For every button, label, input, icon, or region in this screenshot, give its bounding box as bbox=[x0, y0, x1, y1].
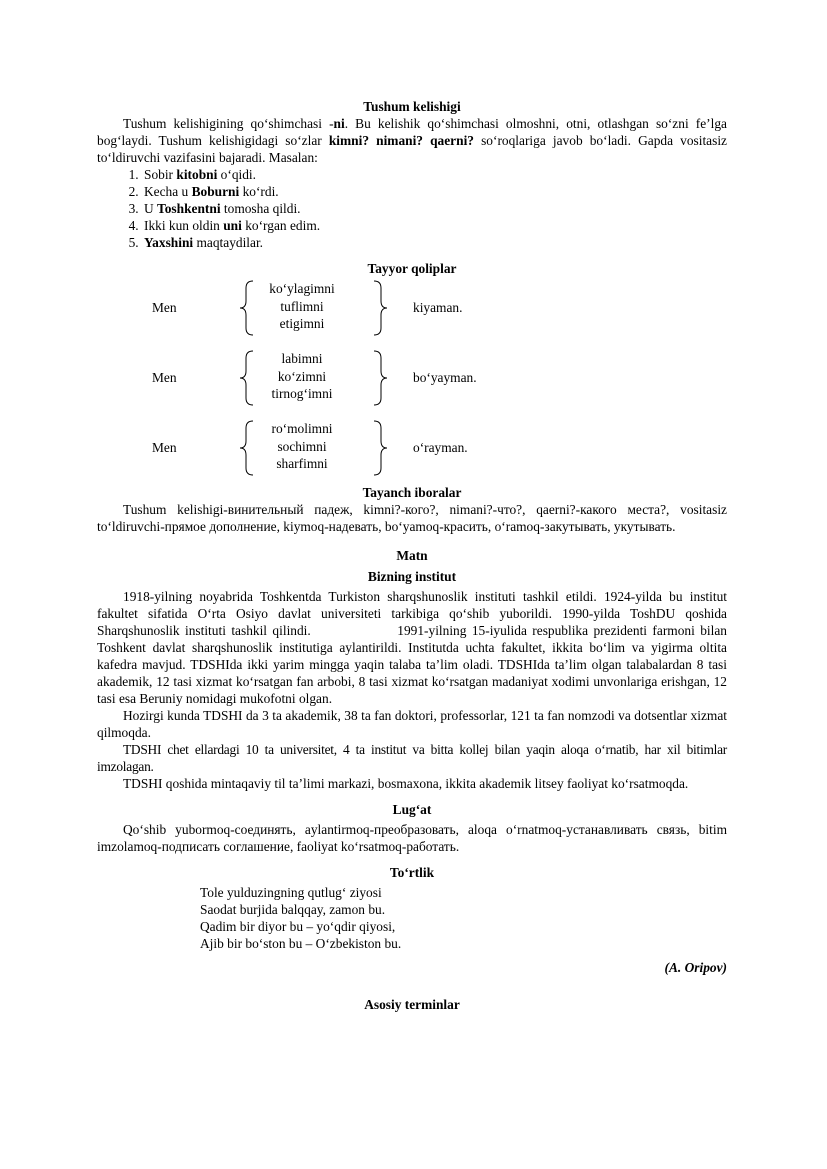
intro-paragraph bbox=[97, 115, 727, 166]
template-row bbox=[97, 350, 727, 406]
right-brace-icon bbox=[372, 350, 388, 406]
example-item bbox=[142, 183, 727, 200]
template-verb: o‘rayman. bbox=[413, 440, 468, 455]
example-item bbox=[142, 217, 727, 234]
example-item bbox=[142, 166, 727, 183]
template-word: ko‘zimni bbox=[277, 368, 327, 384]
template-subject: Men bbox=[152, 370, 177, 385]
intro-text-3: so‘roqlariga javob bo‘ladi. Gapda vositasiz to‘ldiruvchi vazifasini bajaradi. Masalan: bbox=[97, 133, 727, 165]
template-word: labimni bbox=[281, 351, 323, 366]
text-paragraph: TDSHI chet ellardagi 10 ta universitet, 4 ta institut va bitta kollej bilan yaqin aloqa o‘rnatib, har xil bitimlar imzolagan. bbox=[97, 742, 727, 774]
template-words bbox=[247, 420, 357, 473]
text-paragraph: Hozirgi kunda TDSHI da 3 ta akademik, 38 ta fan doktori, professorlar, 121 ta fan nomzodi va dotsentlar xizmat qilmoqda. bbox=[97, 708, 727, 740]
template-word: sharfimni bbox=[276, 456, 328, 471]
example-post: ko‘rdi. bbox=[239, 184, 279, 199]
poem-verse bbox=[200, 884, 727, 952]
example-post: maqtaydilar. bbox=[193, 235, 264, 250]
text-title: Bizning institut bbox=[367, 569, 457, 584]
intro-suffix: ni bbox=[333, 116, 345, 131]
section-title-templates: Tayyor qoliplar bbox=[367, 261, 457, 276]
example-bold: kitobni bbox=[176, 167, 218, 182]
key-phrases-text: Tushum kelishigi-винительный падеж, kimni?-кого?, nimani?-что?, qaerni?-какого места?, vositasiz to‘ldiruvchi-прямое дополнение, kiymoq-надевать, bo‘yamoq-красить, o‘ramoq-закутывать, укутывать. bbox=[97, 502, 727, 534]
template-word: ko‘ylagimni bbox=[269, 281, 335, 296]
document-page bbox=[97, 98, 731, 1013]
example-item bbox=[142, 200, 727, 217]
section-title-terms: Asosiy terminlar bbox=[364, 997, 460, 1012]
right-brace-icon bbox=[372, 420, 388, 476]
example-post: ko‘rgan edim. bbox=[241, 218, 321, 233]
poem-line: Saodat burjida balqqay, zamon bu. bbox=[200, 902, 386, 917]
poem-author: (A. Oripov) bbox=[664, 960, 727, 975]
template-word: tirnog‘imni bbox=[271, 386, 333, 401]
example-pre: Ikki kun oldin bbox=[144, 218, 224, 233]
lugat-text: Qo‘shib yubormoq-соединять, aylantirmoq-преобразовать, aloqa o‘rnatmoq-устанавливать связь, bitim imzolamoq-подписать соглашение, faoliyat ko‘rsatmoq-работать. bbox=[97, 822, 727, 854]
template-word: etigimni bbox=[279, 316, 325, 331]
example-bold: Yaxshini bbox=[144, 235, 194, 250]
example-pre: Sobir bbox=[144, 167, 177, 182]
intro-questions: kimni? nimani? qaerni? bbox=[328, 133, 474, 148]
example-bold: Toshkentni bbox=[157, 201, 221, 216]
example-post: tomosha qildi. bbox=[220, 201, 301, 216]
template-row bbox=[97, 420, 727, 476]
poem-line: Ajib bir bo‘ston bu – O‘zbekiston bu. bbox=[200, 936, 402, 951]
template-word: sochimni bbox=[277, 438, 327, 454]
examples-list bbox=[97, 166, 727, 251]
right-brace-icon bbox=[372, 280, 388, 336]
example-pre: Kecha u bbox=[144, 184, 192, 199]
template-word: ro‘molimni bbox=[271, 421, 333, 436]
template-verb: kiyaman. bbox=[413, 300, 463, 315]
text-paragraph: TDSHI qoshida mintaqaviy til ta’limi markazi, bosmaxona, ikkita akademik litsey faoliyat ko‘rsatmoqda. bbox=[123, 776, 689, 791]
matn-heading: Matn bbox=[396, 548, 428, 563]
example-bold: Boburni bbox=[191, 184, 240, 199]
intro-text-1: Tushum kelishigining qo‘shimchasi - bbox=[123, 116, 334, 131]
template-verb: bo‘yayman. bbox=[413, 370, 477, 385]
template-words bbox=[247, 280, 357, 333]
example-bold: uni bbox=[223, 218, 242, 233]
intro-text-2: . Bu kelishik qo‘shimchasi olmoshni, otni, otlashgan so‘zni fe’lga bog‘laydi. Tushum kelishigidagi so‘zlar bbox=[97, 116, 727, 148]
example-item bbox=[142, 234, 727, 251]
section-title-tushum: Tushum kelishigi bbox=[363, 99, 461, 114]
template-row bbox=[97, 280, 727, 336]
template-words bbox=[247, 350, 357, 403]
example-pre: U bbox=[144, 201, 158, 216]
example-post: o‘qidi. bbox=[217, 167, 256, 182]
poem-line: Tole yulduzingning qutlug‘ ziyosi bbox=[200, 885, 382, 900]
text-paragraph: 1918-yilning noyabrida Toshkentda Turkiston sharqshunoslik instituti tashkil etildi. 1924-yilda bu institut fakultet sifatida O‘rta Osiyo davlat universiteti tarkibiga qo‘shib yuborildi. 1990-yilda ToshDU qoshida Sharqshunoslik instituti tashkil qilindi. 1991-yilning 15-iyulida respublika prezidenti farmoni bilan Toshkent davlat sharqshunoslik institutiga aylantirildi. Institutda uchta fakultet, ikkita bo‘lim va yigirma oltita kafedra mavjud. TDSHIda ikki yarim mingga yaqin talaba ta’lim oladi. TDSHIda ta’lim olgan talabalardan 8 tasi akademik, 12 tasi xizmat ko‘rsatgan fan arbobi, 8 tasi xizmat ko‘rsatgan madaniyat xodimi unvonlariga erishgan, 12 tasi esa Beruniy nomidagi mukofotni olgan. bbox=[97, 589, 731, 706]
template-subject: Men bbox=[152, 440, 177, 455]
section-title-tortlik: To‘rtlik bbox=[389, 865, 435, 880]
poem-line: Qadim bir diyor bu – yo‘qdir qiyosi, bbox=[200, 919, 396, 934]
template-word: tuflimni bbox=[280, 298, 324, 314]
template-subject: Men bbox=[152, 300, 177, 315]
section-title-key-phrases: Tayanch iboralar bbox=[362, 485, 462, 500]
section-title-lugat: Lug‘at bbox=[392, 802, 432, 817]
